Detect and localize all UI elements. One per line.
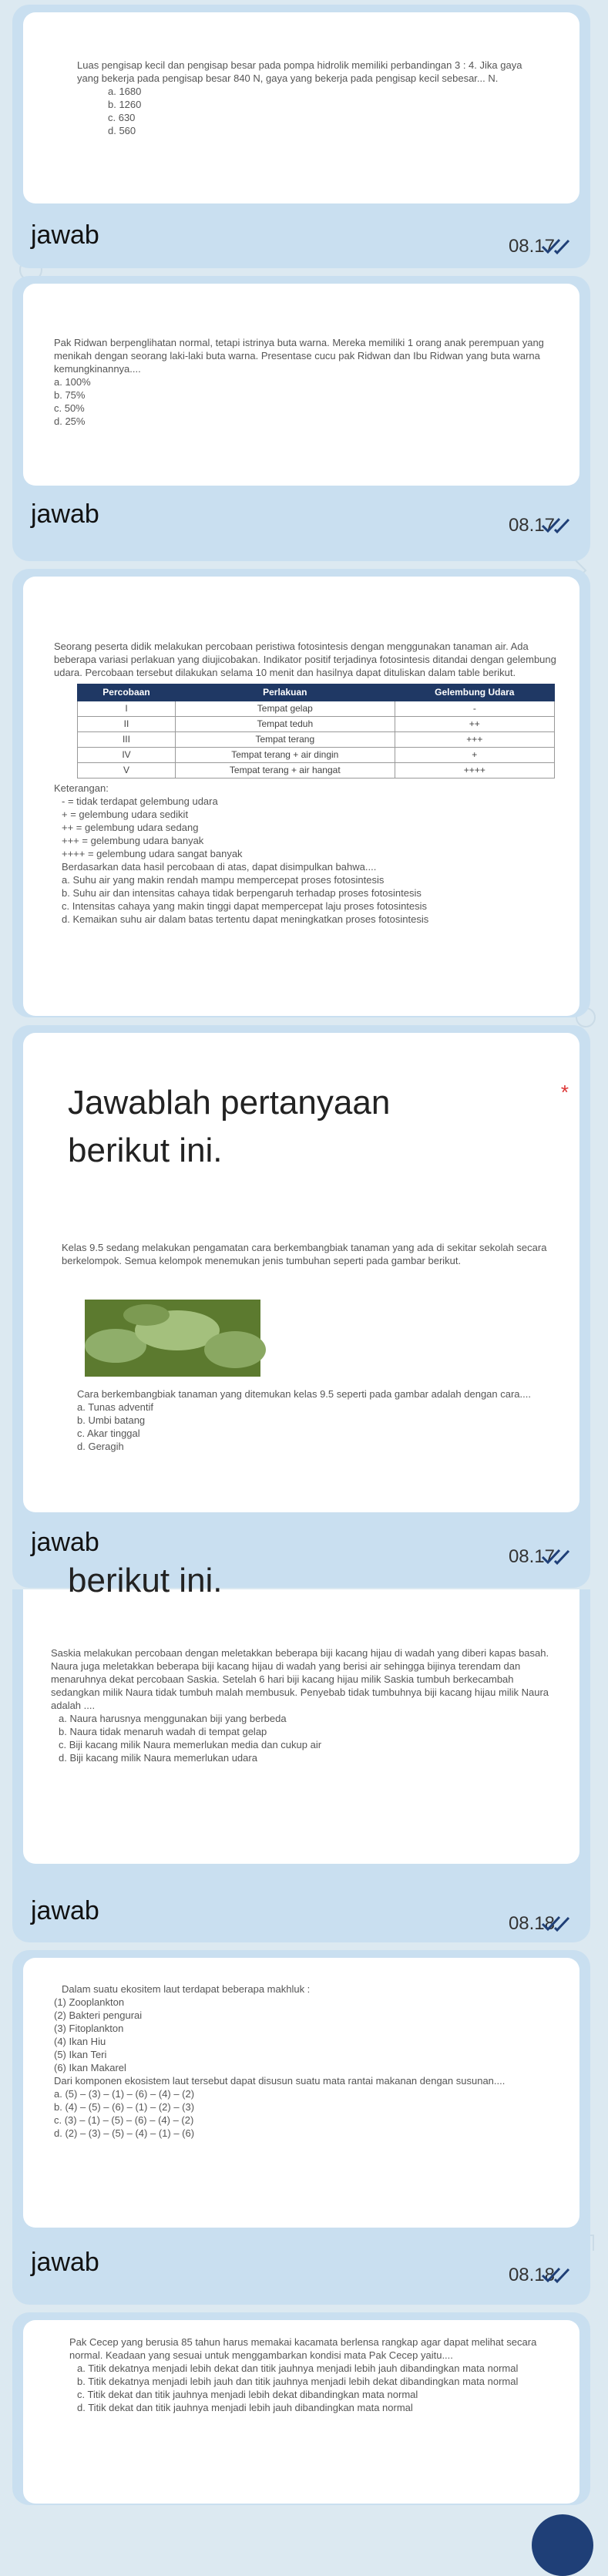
question-text: Pak Cecep yang berusia 85 tahun harus memakai kacamata berlensa rangkap agar dapat melihat secara normal. Keadaan yang sesuai untuk menggambarkan kondisi mata Pak Cecep yaitu.... bbox=[69, 2336, 537, 2361]
scroll-to-bottom-button[interactable] bbox=[532, 2514, 593, 2576]
question-image bbox=[23, 1033, 579, 1512]
option: a. Titik dekatnya menjadi lebih dekat dan titik jauhnya menjadi lebih jauh dibandingkan mata normal bbox=[77, 2362, 519, 2374]
message-time: 08.17 bbox=[508, 515, 555, 536]
list-item: (6) Ikan Makarel bbox=[54, 2062, 126, 2073]
table-row bbox=[78, 732, 555, 748]
option: b. 1260 bbox=[108, 99, 142, 110]
list-item: (4) Ikan Hiu bbox=[54, 2036, 106, 2047]
option: a. (5) – (3) – (1) – (6) – (4) – (2) bbox=[54, 2088, 195, 2100]
table-cell: - bbox=[395, 701, 554, 717]
table-cell: + bbox=[395, 748, 554, 763]
list-item: (1) Zooplankton bbox=[54, 1996, 125, 2008]
question-text: Saskia melakukan percobaan dengan meletakkan beberapa biji kacang hijau di wadah yang diberi kapas basah. Naura juga meletakkan beberapa biji kacang hijau di wadah yang berisi air sehingga bijinya terendam dan menaruhnya dekat percobaan Saskia. Setelah 6 hari biji kacang hijau milik Saskia tumbuh berkecambah sedangkan milik Naura tidak tumbuh malah membusuk. Penyebab tidak tumbuhnya biji kacang hijau milik Naura adalah .... bbox=[51, 1647, 549, 1711]
required-mark: * bbox=[560, 1081, 569, 1104]
message-caption: jawab bbox=[31, 1528, 99, 1557]
table-row bbox=[78, 717, 555, 732]
table-cell: V bbox=[78, 763, 176, 779]
legend-item: ++++ = gelembung udara sangat banyak bbox=[62, 848, 243, 859]
question-image bbox=[23, 12, 579, 203]
double-check-icon bbox=[541, 1915, 559, 1930]
message-time: 08.17 bbox=[508, 236, 555, 257]
option: a. Suhu air yang makin rendah mampu mempercepat proses fotosintesis bbox=[62, 874, 385, 886]
table-cell: III bbox=[78, 732, 176, 748]
table-cell: ++++ bbox=[395, 763, 554, 779]
option: a. 100% bbox=[54, 376, 91, 388]
message-bubble[interactable] bbox=[12, 5, 590, 268]
table-cell: Tempat terang + air hangat bbox=[175, 763, 395, 779]
message-bubble[interactable] bbox=[12, 276, 590, 561]
option: a. Naura harusnya menggunakan biji yang berbeda bbox=[59, 1713, 287, 1724]
message-bubble[interactable] bbox=[12, 1562, 590, 1942]
option: c. Akar tinggal bbox=[77, 1428, 140, 1439]
message-time: 08.17 bbox=[508, 1546, 555, 1567]
message-bubble[interactable] bbox=[12, 2312, 590, 2505]
table-cell: II bbox=[78, 717, 176, 732]
question-text: Kelas 9.5 sedang melakukan pengamatan cara berkembangbiak tanaman yang ada di sekitar sekolah secara berkelompok. Semua kelompok menemukan jenis tumbuhan seperti pada gambar berikut. bbox=[62, 1242, 547, 1266]
option: b. Naura tidak menaruh wadah di tempat gelap bbox=[59, 1726, 267, 1737]
option: a. 1680 bbox=[108, 86, 142, 97]
message-time: 08.18 bbox=[508, 2265, 555, 2285]
message-caption: jawab bbox=[31, 499, 99, 529]
table-header: Perlakuan bbox=[175, 684, 395, 701]
heading-fragment: berikut ini. bbox=[68, 1562, 223, 1599]
double-check-icon bbox=[541, 516, 559, 532]
legend-item: + = gelembung udara sedikit bbox=[62, 809, 189, 820]
plant-image bbox=[85, 1300, 260, 1377]
option: c. Biji kacang milik Naura memerlukan media dan cukup air bbox=[59, 1739, 322, 1750]
table-cell: IV bbox=[78, 748, 176, 763]
message-caption: jawab bbox=[31, 220, 99, 250]
legend-item: +++ = gelembung udara banyak bbox=[62, 835, 204, 846]
table-cell: I bbox=[78, 701, 176, 717]
legend-item: ++ = gelembung udara sedang bbox=[62, 822, 199, 833]
question-prompt: Berdasarkan data hasil percobaan di atas, dapat disimpulkan bahwa.... bbox=[62, 861, 377, 873]
message-bubble[interactable] bbox=[12, 1025, 590, 1588]
double-check-icon bbox=[541, 1548, 559, 1563]
option: b. Titik dekatnya menjadi lebih jauh dan titik jauhnya menjadi lebih dekat dibandingkan mata normal bbox=[77, 2376, 519, 2387]
question-image bbox=[23, 284, 579, 486]
table-header: Percobaan bbox=[78, 684, 176, 701]
table-cell: Tempat teduh bbox=[175, 717, 395, 732]
message-time: 08.19 bbox=[508, 2471, 555, 2492]
question-text: Dalam suatu ekositem laut terdapat beberapa makhluk : bbox=[62, 1983, 311, 1995]
double-check-icon bbox=[541, 237, 559, 253]
question-image bbox=[23, 1562, 579, 1864]
legend-title: Keterangan: bbox=[54, 782, 109, 794]
question-prompt: Cara berkembangbiak tanaman yang ditemukan kelas 9.5 seperti pada gambar adalah dengan cara.... bbox=[77, 1388, 531, 1400]
heading-line: Jawablah pertanyaan bbox=[68, 1084, 391, 1122]
option: c. 50% bbox=[54, 402, 85, 414]
message-caption: jawab bbox=[31, 1896, 99, 1925]
option: a. Tunas adventif bbox=[77, 1401, 154, 1413]
table-row bbox=[78, 701, 555, 717]
experiment-table bbox=[77, 684, 555, 779]
option: b. 75% bbox=[54, 389, 86, 401]
table-cell: Tempat terang bbox=[175, 732, 395, 748]
option: c. Intensitas cahaya yang makin tinggi dapat mempercepat laju proses fotosintesis bbox=[62, 900, 428, 912]
option: c. 630 bbox=[108, 112, 136, 123]
message-bubble[interactable] bbox=[12, 1950, 590, 2305]
question-image bbox=[23, 1958, 579, 2228]
question-text: Luas pengisap kecil dan pengisap besar pada pompa hidrolik memiliki perbandingan 3 : 4. Jika gaya yang bekerja pada pengisap besar 840 N, gaya yang bekerja pada pengisap kecil sebesar... N. bbox=[77, 59, 522, 84]
option: c. Titik dekat dan titik jauhnya menjadi lebih dekat dibandingkan mata normal bbox=[77, 2389, 418, 2400]
heading-line: berikut ini. bbox=[68, 1132, 223, 1169]
table-header: Gelembung Udara bbox=[395, 684, 554, 701]
option: b. (4) – (5) – (6) – (1) – (2) – (3) bbox=[54, 2101, 195, 2113]
question-text: Pak Ridwan berpenglihatan normal, tetapi istrinya buta warna. Mereka memiliki 1 orang anak perempuan yang menikah dengan seorang laki-laki buta warna. Presentase cucu pak Ridwan dan Ibu Ridwan yang buta warna kemungkinannya.... bbox=[54, 337, 544, 375]
option: d. 560 bbox=[108, 125, 136, 136]
table-row bbox=[78, 748, 555, 763]
option: d. Titik dekat dan titik jauhnya menjadi lebih jauh dibandingkan mata normal bbox=[77, 2402, 413, 2413]
list-item: (2) Bakteri pengurai bbox=[54, 2009, 143, 2021]
option: d. Geragih bbox=[77, 1441, 124, 1452]
question-image bbox=[23, 577, 579, 1016]
table-cell: Tempat terang + air dingin bbox=[175, 748, 395, 763]
option: d. 25% bbox=[54, 415, 86, 427]
message-time: 08.17 bbox=[508, 984, 555, 1004]
question-image bbox=[23, 2320, 579, 2504]
question-prompt: Dari komponen ekosistem laut tersebut dapat disusun suatu mata rantai makanan dengan susunan.... bbox=[54, 2075, 506, 2087]
list-item: (5) Ikan Teri bbox=[54, 2049, 107, 2060]
legend-item: - = tidak terdapat gelembung udara bbox=[62, 795, 218, 807]
table-cell: +++ bbox=[395, 732, 554, 748]
table-cell: Tempat gelap bbox=[175, 701, 395, 717]
double-check-icon bbox=[541, 2473, 559, 2488]
option: d. Biji kacang milik Naura memerlukan udara bbox=[59, 1752, 257, 1764]
option: c. (3) – (1) – (5) – (6) – (4) – (2) bbox=[54, 2114, 194, 2126]
table-cell: ++ bbox=[395, 717, 554, 732]
question-text: Seorang peserta didik melakukan percobaan peristiwa fotosintesis dengan menggunakan tanaman air. Ada beberapa variasi perlakuan yang diujicobakan. Indikator positif terjadinya fotosintesis ditandai dengan gelembung udara. Percobaan tersebut dilakukan selama 10 menit dan hasilnya dapat dituliskan dalam table berikut. bbox=[54, 641, 556, 678]
option: d. (2) – (3) – (5) – (4) – (1) – (6) bbox=[54, 2127, 195, 2139]
double-check-icon bbox=[541, 2266, 559, 2282]
message-bubble[interactable] bbox=[12, 569, 590, 1017]
list-item: (3) Fitoplankton bbox=[54, 2023, 124, 2034]
option: d. Kemaikan suhu air dalam batas tertentu dapat meningkatkan proses fotosintesis bbox=[62, 913, 429, 925]
table-row bbox=[78, 763, 555, 779]
option: b. Suhu air dan intensitas cahaya tidak berpengaruh terhadap proses fotosintesis bbox=[62, 887, 422, 899]
message-time: 08.18 bbox=[508, 1913, 555, 1934]
double-check-icon bbox=[541, 985, 559, 1000]
message-caption: jawab bbox=[31, 2248, 99, 2277]
option: b. Umbi batang bbox=[77, 1414, 146, 1426]
